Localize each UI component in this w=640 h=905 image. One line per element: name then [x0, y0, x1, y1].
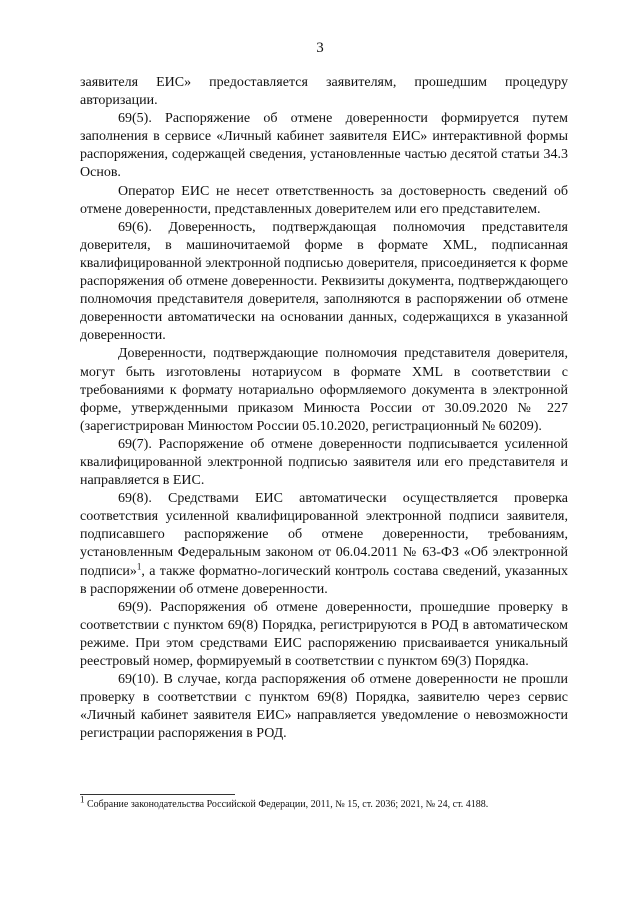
footnote-text: Собрание законодательства Российской Федерации, 2011, № 15, ст. 2036; 2021, № 24, ст. 4188.	[84, 799, 489, 810]
paragraph-69-5: 69(5). Распоряжение об отмене доверенности формируется путем заполнения в сервисе «Личный кабинет заявителя ЕИС» интерактивной формы распоряжения, содержащей сведения, установленные частью десятой статьи 34.3 Основ.	[80, 111, 568, 181]
footnote-reference: 1	[136, 560, 142, 571]
paragraph-69-9: 69(9). Распоряжения об отмене доверенности, прошедшие проверку в соответствии с пунктом 69(8) Порядка, регистрируются в РОД в автоматическом режиме. При этом средствами ЕИС распоряжению присваивается уникальный реестровый номер, формируемый в соответствии с пунктом 69(3) Порядка.	[80, 599, 568, 669]
footnote-marker: 1	[80, 794, 85, 805]
paragraph-notary-xml: Доверенности, подтверждающие полномочия представителя доверителя, могут быть изготовлены нотариусом в формате XML в соответствии с требованиями к формату нотариально оформляемого документа в электронной форме, утвержденными приказом Минюста России от 30.09.2020 № 227 (зарегистрирован Минюстом России 05.10.2020, регистрационный № 60209).	[80, 346, 568, 434]
footnote	[80, 794, 580, 811]
paragraph-69-10: 69(10). В случае, когда распоряжения об отмене доверенности не прошли проверку в соответствии с пунктом 69(8) Порядка, заявителю через сервис «Личный кабинет заявителя ЕИС» направляется уведомление о невозможности регистрации распоряжения в РОД.	[80, 672, 568, 742]
footnote-divider	[80, 794, 235, 795]
paragraph-continuation: заявителя ЕИС» предоставляется заявителям, прошедшим процедуру авторизации.	[80, 75, 568, 109]
paragraph-69-7: 69(7). Распоряжение об отмене доверенности подписывается усиленной квалифицированной электронной подписью заявителя или его представителя и направляется в ЕИС.	[80, 436, 568, 489]
page-number: 3	[316, 40, 324, 56]
paragraph-69-8-text-end: , а также форматно-логический контроль состава сведений, указанных в распоряжении об отмене доверенности.	[80, 563, 568, 597]
paragraph-69-8-text: 69(8). Средствами ЕИС автоматически осуществляется проверка соответствия усиленной квалифицированной электронной подписи заявителя, подписавшего распоряжение об отмене доверенности, требованиям, установленным Федеральным законом от 06.04.2011 № 63-ФЗ «Об электронной подписи»	[80, 491, 568, 579]
paragraph-69-6: 69(6). Доверенность, подтверждающая полномочия представителя доверителя, в машиночитаемой форме в формате XML, подписанная квалифицированной электронной подписью доверителя, присоединяется к форме распоряжения об отмене доверенности. Реквизиты документа, подтверждающего полномочия представителя доверителя, заполняются в распоряжении об отмене доверенности автоматически на основании данных, содержащихся в указанной доверенности.	[80, 219, 568, 344]
document-body	[80, 74, 568, 743]
paragraph-operator-liability: Оператор ЕИС не несет ответственность за достоверность сведений об отмене доверенности, представленных доверителем или его представителем.	[80, 183, 568, 217]
paragraph-69-8	[80, 490, 568, 599]
